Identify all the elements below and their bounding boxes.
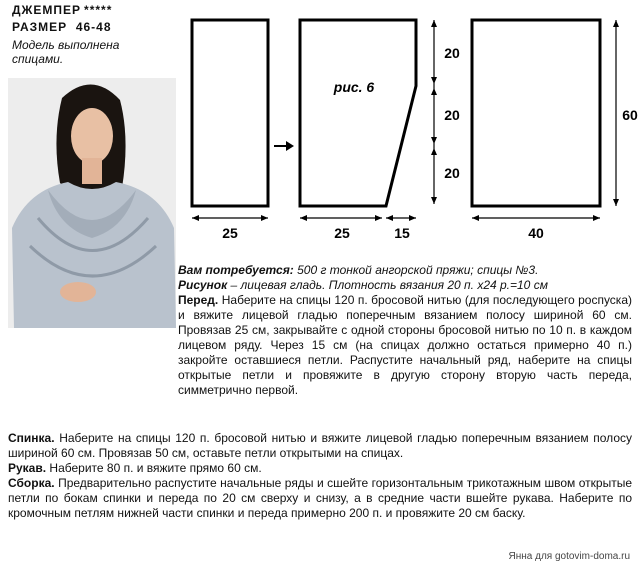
figure-label: рис. 6 — [333, 79, 375, 95]
dim-panel2-slope: 15 — [394, 225, 410, 241]
dim-panel2-mid: 20 — [444, 107, 460, 123]
materials-line: Вам потребуется: 500 г тонкой ангорской пряжи; спицы №3. — [178, 263, 539, 277]
dim-panel3-height: 60 — [622, 107, 638, 123]
pattern-line: Рисунок – лицевая гладь. Плотность вязания 20 п. х24 р.=10 см — [178, 278, 548, 292]
source-credit: Янна для gotovim-doma.ru — [508, 551, 630, 562]
panel-back — [472, 20, 600, 206]
knitting-schematic — [178, 8, 640, 256]
instructions-block — [8, 431, 632, 521]
sleeve-paragraph: Рукав. Наберите 80 п. и вяжите прямо 60 см. — [8, 461, 262, 475]
woman-in-sweater-photo — [8, 78, 176, 328]
model-note: Модель выполнена спицами. — [12, 38, 120, 66]
dim-panel1-width: 25 — [222, 225, 238, 241]
size-line: РАЗМЕР 46-48 — [12, 20, 112, 34]
dim-panel2-width: 25 — [334, 225, 350, 241]
back-paragraph: Спинка. Наберите на спицы 120 п. бросовой нитью и вяжите лицевой гладью поперечным вязанием полосу шириной 60 см. Провязав 50 см, оставьте петли открытыми на спицах. — [8, 431, 632, 460]
panel-sleeve — [192, 20, 268, 206]
dim-panel3-width: 40 — [528, 225, 544, 241]
panel-front — [300, 20, 416, 206]
materials-block — [178, 263, 632, 398]
dim-panel2-top: 20 — [444, 45, 460, 61]
arrow-right-icon — [274, 141, 294, 151]
pattern-title: ДЖЕМПЕР ***** — [12, 3, 113, 17]
front-paragraph: Перед. Наберите на спицы 120 п. бросовой нитью (для последующего роспуска) и вяжите лицевой гладью поперечным вязанием полосу шириной 60 см. Провязав 25 см, закрывайте с одной стороны бросовой нитью по 10 п. в каждом лицевом ряду. Через 15 см (на спицах должно остаться примерно 40 п.) закройте оставшиеся петли. Распустите начальный ряд, наберите на спицы открытые петли и провяжите в другую сторону вторую часть переда, симметрично первой. — [178, 293, 632, 397]
assembly-paragraph: Сборка. Предварительно распустите начальные ряды и сшейте горизонтальным трикотажным швом открытые петли по бокам спинки и переда по 20 см сверху и снизу, а в средние части вшейте рукава. Наберите по кромочным петлям нижней части спинки и переда примерно 200 п. и провяжите 20 см баску. — [8, 476, 632, 520]
dim-panel2-bot: 20 — [444, 165, 460, 181]
